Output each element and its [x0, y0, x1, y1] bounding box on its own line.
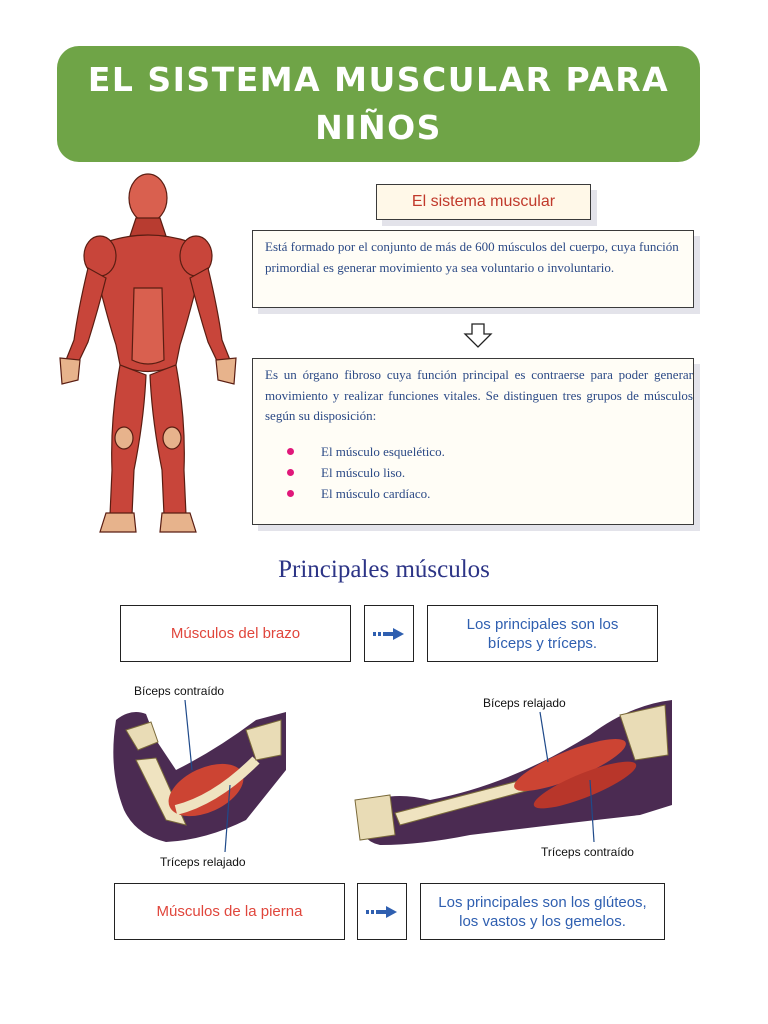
arm-muscles-info-box: [427, 605, 658, 662]
arm-muscles-info: Los principales son los bíceps y tríceps.: [466, 615, 619, 652]
down-arrow-icon: [463, 323, 493, 349]
description-text: Es un órgano fibroso cuya función principal es contraerse para poder generar movimiento y realizar funciones vitales. Se distinguen tres grupos de músculos según su disposición:: [265, 367, 693, 423]
page-title: EL SISTEMA MUSCULAR PARA NIÑOS: [87, 60, 670, 147]
list-item: El músculo cardíaco.: [287, 483, 693, 504]
concept-heading-box: [376, 184, 591, 220]
bullet-icon: [287, 448, 294, 455]
arm-muscles-label: Músculos del brazo: [170, 625, 301, 642]
definition-box: [252, 230, 694, 308]
title-banner: [57, 46, 700, 162]
muscular-body-illustration: [48, 170, 248, 540]
triceps-relaxed-label: Tríceps relajado: [160, 855, 246, 869]
concept-heading: El sistema muscular: [411, 193, 556, 210]
list-item: El músculo liso.: [287, 462, 693, 483]
right-arrow-icon: [373, 627, 405, 641]
leg-muscles-label: Músculos de la pierna: [156, 903, 303, 920]
leg-arrow-box: [357, 883, 407, 940]
section-title: Principales músculos: [278, 556, 490, 583]
bullet-icon: [287, 490, 294, 497]
definition-text: Está formado por el conjunto de más de 600 músculos del cuerpo, cuya función primordial es generar movimiento ya sea voluntario o involuntario.: [265, 239, 679, 275]
muscle-types-list: [265, 441, 693, 504]
leg-muscles-info-box: [420, 883, 665, 940]
bullet-icon: [287, 469, 294, 476]
list-item: El músculo esquelético.: [287, 441, 693, 462]
biceps-relaxed-label: Bíceps relajado: [483, 696, 566, 710]
triceps-contracted-label: Tríceps contraído: [541, 845, 634, 859]
description-box: [252, 358, 694, 525]
right-arrow-icon: [366, 905, 398, 919]
biceps-contracted-label: Bíceps contraído: [134, 684, 225, 698]
leg-muscles-info: Los principales son los glúteos, los vastos y los gemelos.: [438, 893, 647, 930]
arm-arrow-box: [364, 605, 414, 662]
arm-muscles-label-box: [120, 605, 351, 662]
leg-muscles-label-box: [114, 883, 345, 940]
extended-arm-illustration: [350, 695, 675, 855]
flexed-arm-illustration: [96, 700, 296, 850]
